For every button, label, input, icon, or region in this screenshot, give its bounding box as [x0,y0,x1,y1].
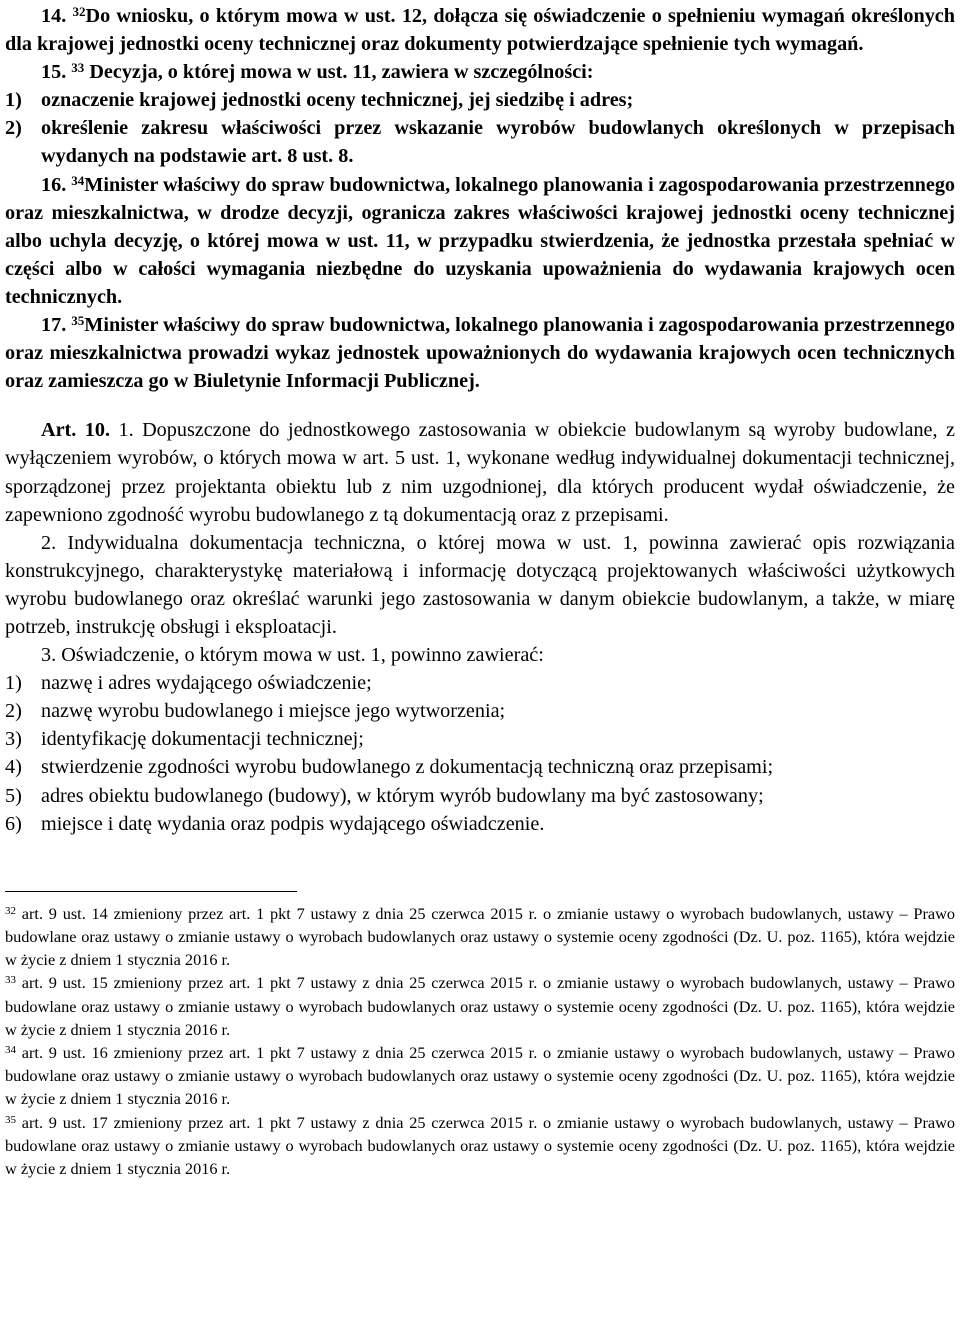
footnote-ref-35[interactable]: 35 [71,313,85,329]
list-item: 1) nazwę i adres wydającego oświadczenie; [5,672,372,695]
footnote-35: $^{35}$ art. 9 ust. 17 zmieniony przez art. 1 pkt 7 ustawy z dnia 25 czerwca 2015 r. o zmianie ustawy o wyrobach budowlanych, ustawy – Prawo budowlane oraz ustawy o zmianie ustawy o wyrobach budowlanych oraz ustawy o systemie oceny zgodności (Dz. U. poz. 1165), która wejdzie w życie z dniem 1 stycznia 2016 r. [5,1112,955,1178]
list-item: 6) miejsce i datę wydania oraz podpis wydającego oświadczenie. [5,812,545,835]
section-spacer [5,395,955,416]
paragraph-15: 15. $^{33}$ Decyzja, o której mowa w ust. 11, zawiera w szczególności: [41,60,594,84]
list-item: 3) identyfikację dokumentacji technicznej; [5,728,364,751]
list-item: 1) oznaczenie krajowej jednostki oceny technicznej, jej siedzibę i adres; [5,89,634,112]
list-item: 2) określenie zakresu właściwości przez wskazanie wyrobów budowlanych określonych w przepisach wydanych na podstawie art. 8 ust. 8. [5,117,955,168]
list-item: 2) nazwę wyrobu budowlanego i miejsce jego wytworzenia; [5,700,506,723]
article-10-paragraph-2: 2. Indywidualna dokumentacja techniczna, o której mowa w ust. 1, powinna zawierać opis rozwiązania konstrukcyjnego, charakterystykę materiałową i informację dotyczącą projektowanych właściwości użytkowych wyrobu budowlanego oraz określać warunki jego zastosowania w danym obiekcie budowlanym, a także, w miarę potrzeb, instrukcję obsługi i eksploatacji. [5,531,955,638]
paragraph-14: 14. $^{32}$Do wniosku, o którym mowa w ust. 12, dołącza się oświadczenie o spełnieniu wymagań określonych dla krajowej jednostki oceny technicznej oraz dokumenty potwierdzające spełnienie tych wymagań. [5,4,955,56]
footnote-34: $^{34}$ art. 9 ust. 16 zmieniony przez art. 1 pkt 7 ustawy z dnia 25 czerwca 2015 r. o zmianie ustawy o wyrobach budowlanych, ustawy – Prawo budowlane oraz ustawy o zmianie ustawy o wyrobach budowlanych oraz ustawy o systemie oceny zgodności (Dz. U. poz. 1165), która wejdzie w życie z dniem 1 stycznia 2016 r. [5,1042,955,1109]
article-heading: Art. 10. [41,419,111,442]
list-item: 4) stwierdzenie zgodności wyrobu budowlanego z dokumentacją techniczną oraz przepisami; [5,756,774,779]
paragraph-17: 17. $^{35}$Minister właściwy do spraw budownictwa, lokalnego planowania i zagospodarowania przestrzennego oraz mieszkalnictwa prowadzi wykaz jednostek upoważnionych do wydawania krajowych ocen technicznych oraz zamieszcza go w Biuletynie Informacji Publicznej. [5,313,956,393]
footnote-32: $^{32}$ art. 9 ust. 14 zmieniony przez art. 1 pkt 7 ustawy z dnia 25 czerwca 2015 r. o zmianie ustawy o wyrobach budowlanych, ustawy – Prawo budowlane oraz ustawy o zmianie ustawy o wyrobach budowlanych oraz ustawy o systemie oceny zgodności (Dz. U. poz. 1165), która wejdzie w życie z dniem 1 stycznia 2016 r. [5,903,955,970]
footnote-ref-34[interactable]: 34 [71,172,85,188]
footnote-ref-33[interactable]: 33 [71,60,85,76]
article-10-paragraph-1: Art. 10. 1. Dopuszczone do jednostkowego zastosowania w obiekcie budowlanym są wyroby budowlane, z wyłączeniem wyrobów, o których mowa w art. 5 ust. 1, wykonane według indywidualnej dokumentacji technicznej, sporządzonej przez projektanta obiektu lub z nim uzgodnionej, dla których producent wydał oświadczenie, że zapewniono zgodność wyrobu budowlanego z tą dokumentacją oraz z przepisami. [5,419,955,526]
article-10-paragraph-3: 3. Oświadczenie, o którym mowa w ust. 1, powinno zawierać: [41,644,544,667]
footnote-separator [5,891,297,892]
paragraph-16: 16. $^{34}$Minister właściwy do spraw budownictwa, lokalnego planowania i zagospodarowania przestrzennego oraz mieszkalnictwa, w drodze decyzji, ogranicza zakres właściwości krajowej jednostki oceny technicznej albo uchyla decyzję, o której mowa w ust. 11, w przypadku stwierdzenia, że jednostka przestała spełniać w części albo w całości wymagania niezbędne do uzyskania upoważnienia do wydawania krajowych ocen technicznych. [5,172,956,308]
footnote-33: $^{33}$ art. 9 ust. 15 zmieniony przez art. 1 pkt 7 ustawy z dnia 25 czerwca 2015 r. o zmianie ustawy o wyrobach budowlanych, ustawy – Prawo budowlane oraz ustawy o zmianie ustawy o wyrobach budowlanych oraz ustawy o systemie oceny zgodności (Dz. U. poz. 1165), która wejdzie w życie z dniem 1 stycznia 2016 r. [5,973,955,1039]
footnote-ref-32[interactable]: 32 [72,4,86,19]
list-item: 5) adres obiektu budowlanego (budowy), w którym wyrób budowlany ma być zastosowany; [5,784,764,807]
